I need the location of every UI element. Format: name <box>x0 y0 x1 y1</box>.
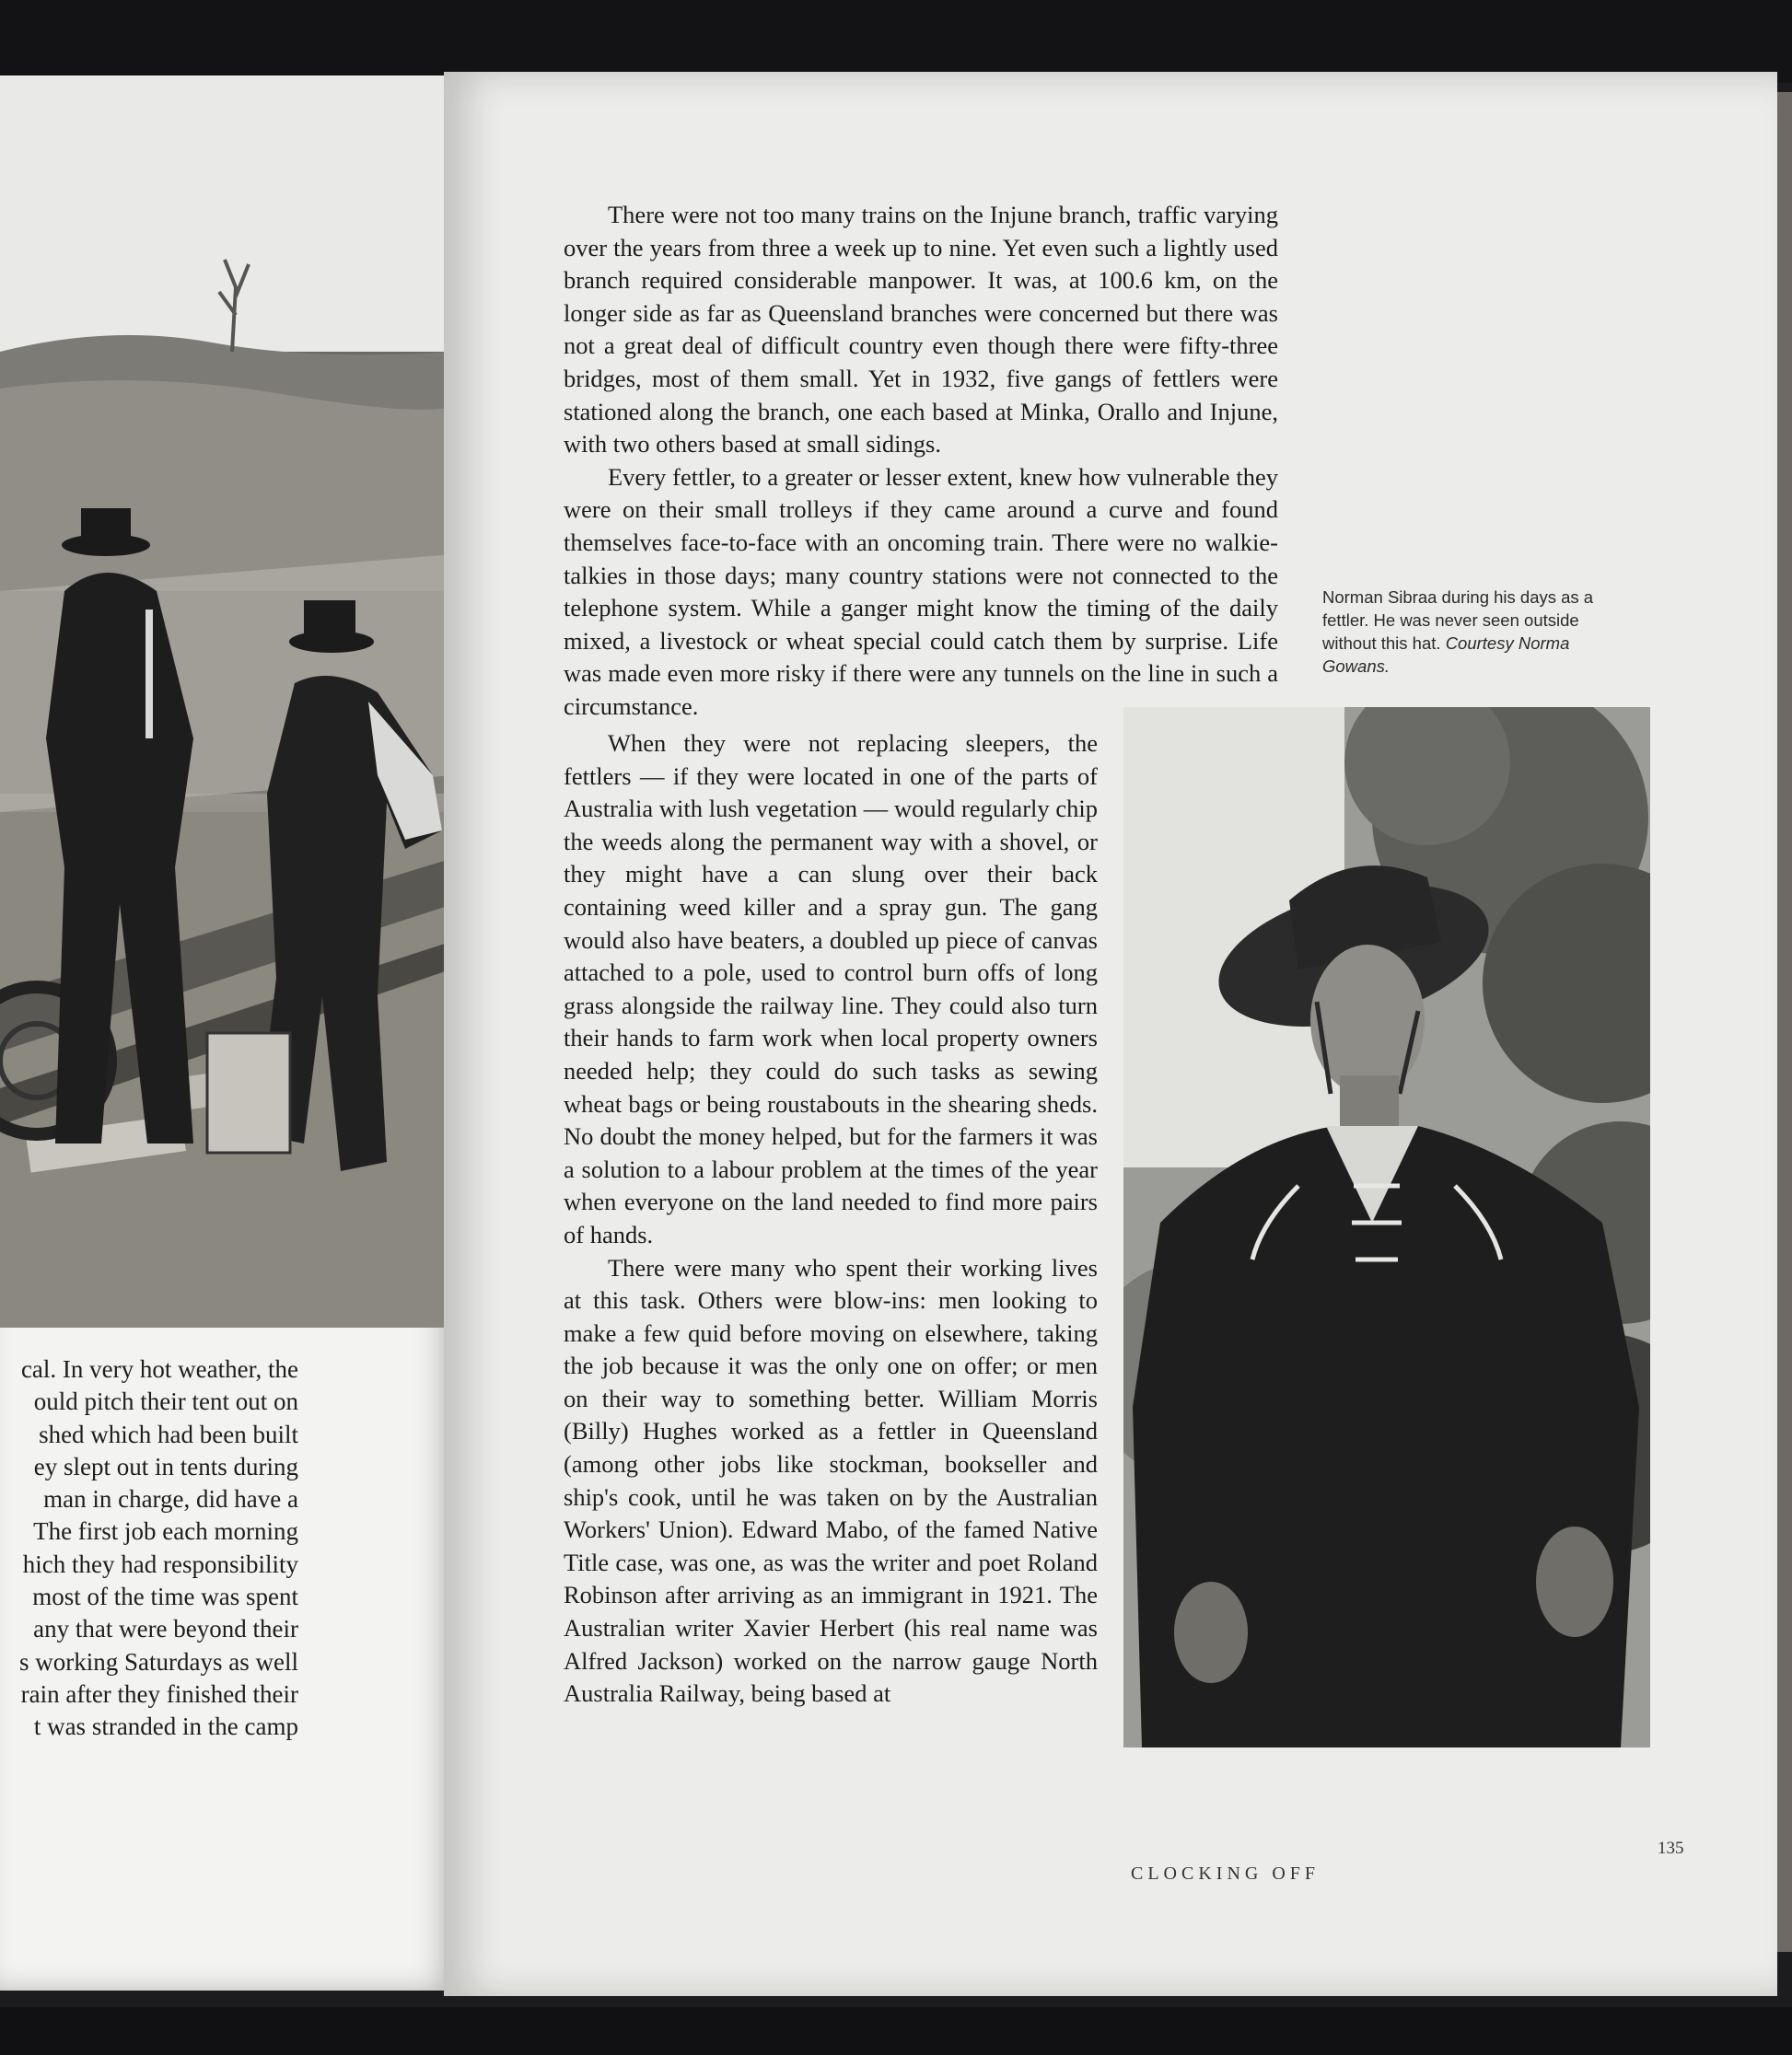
left-text-line: ould pitch their tent out on <box>33 1387 298 1416</box>
next-book-edge <box>1777 92 1792 1952</box>
caption-text: Norman Sibraa during his days as a fettler. He was never seen outside without this hat. <box>1322 587 1594 653</box>
left-text-line: t was stranded in the camp <box>33 1712 298 1741</box>
left-text-line: any that were beyond their <box>33 1615 298 1643</box>
left-page <box>0 75 459 1991</box>
portrait-illustration <box>1123 707 1650 1747</box>
photo-caption <box>1322 586 1635 678</box>
fettlers-photo-illustration <box>0 75 453 1328</box>
paragraph: When they were not replacing sleepers, the fettlers — if they were located in one of the parts of Australia with lush vegetation — would regularly chip the weeds along the permanent way with a shovel, or they might have a can slung over their back containing weed killer and a spray gun. The gang would also have beaters, a doubled up piece of canvas attached to a pole, used to control burn offs of long grass alongside the railway line. They could also turn their hands to farm work when local property owners needed help; they could do such tasks as sewing wheat bags or being roustabouts in the shearing sheds. No doubt the money helped, but for the farmers it was a solution to a labour problem at the times of the year when everyone on the land needed to find more pairs of hands. <box>564 729 1098 1248</box>
left-text-line: ey slept out in tents during <box>33 1452 298 1480</box>
paragraph: Every fettler, to a greater or lesser extent, knew how vulnerable they were on their small trolleys if they came around a curve and found themselves face-to-face with an oncoming train. There were no walkie-talkies in those days; many country stations were not connected to the telephone system. While a ganger might know the timing of the daily mixed, a livestock or wheat special could catch them by surprise. Life was made even more risky if there were any tunnels on the line in such a circumstance. <box>564 462 1278 720</box>
left-text-line: s working Saturdays as well <box>19 1647 298 1676</box>
left-text-line: man in charge, did have a <box>43 1485 298 1514</box>
paragraph: There were many who spent their working lives at this task. Others were blow-ins: men looking to make a few quid before moving on elsewhere, taking the job because it was the only one on offer; or men on their way to something better. William Morris (Billy) Hughes worked as a fettler in Queensland (among other jobs like stockman, bookseller and ship's cook, until he was taken on by the Australian Workers' Union). Edward Mabo, of the famed Native Title case, was one, as was the writer and poet Roland Robinson after arriving as an immigrant in 1921. The Australian writer Xavier Herbert (his real name was Alfred Jackson) worked on the narrow gauge North Australia Railway, being based at <box>564 1253 1098 1708</box>
background-top <box>0 0 1792 83</box>
running-head: CLOCKING OFF <box>1131 1863 1321 1884</box>
fettlers-photo <box>0 75 453 1328</box>
page-number: 135 <box>1658 1839 1684 1858</box>
left-text-line: most of the time was spent <box>32 1583 298 1611</box>
background-bottom <box>0 2007 1792 2055</box>
body-text-upper <box>564 199 1278 724</box>
caption-credit: Courtesy Norma Gowans. <box>1322 633 1570 676</box>
body-text-lower <box>564 727 1098 1711</box>
left-page-text <box>0 1353 298 1744</box>
portrait-photo <box>1123 707 1650 1747</box>
left-text-line: shed which had been built <box>39 1420 298 1448</box>
left-text-line: rain after they finished their <box>20 1679 298 1708</box>
left-text-line: hich they had responsibility <box>22 1550 298 1578</box>
paragraph: There were not too many trains on the Injune branch, traffic varying over the years from three a week up to nine. Yet even such a lightly used branch required considerable manpower. It was, at 100.6 km, on the longer side as far as Queensland branches were concerned but there was not a great deal of difficult country even though there were fifty-three bridges, most of them small. Yet in 1932, five gangs of fettlers were stationed along the branch, one each based at Minka, Orallo and Injune, with two others based at small sidings. <box>564 201 1278 459</box>
left-text-line: The first job each morning <box>33 1517 298 1546</box>
left-text-line: cal. In very hot weather, the <box>20 1355 298 1383</box>
